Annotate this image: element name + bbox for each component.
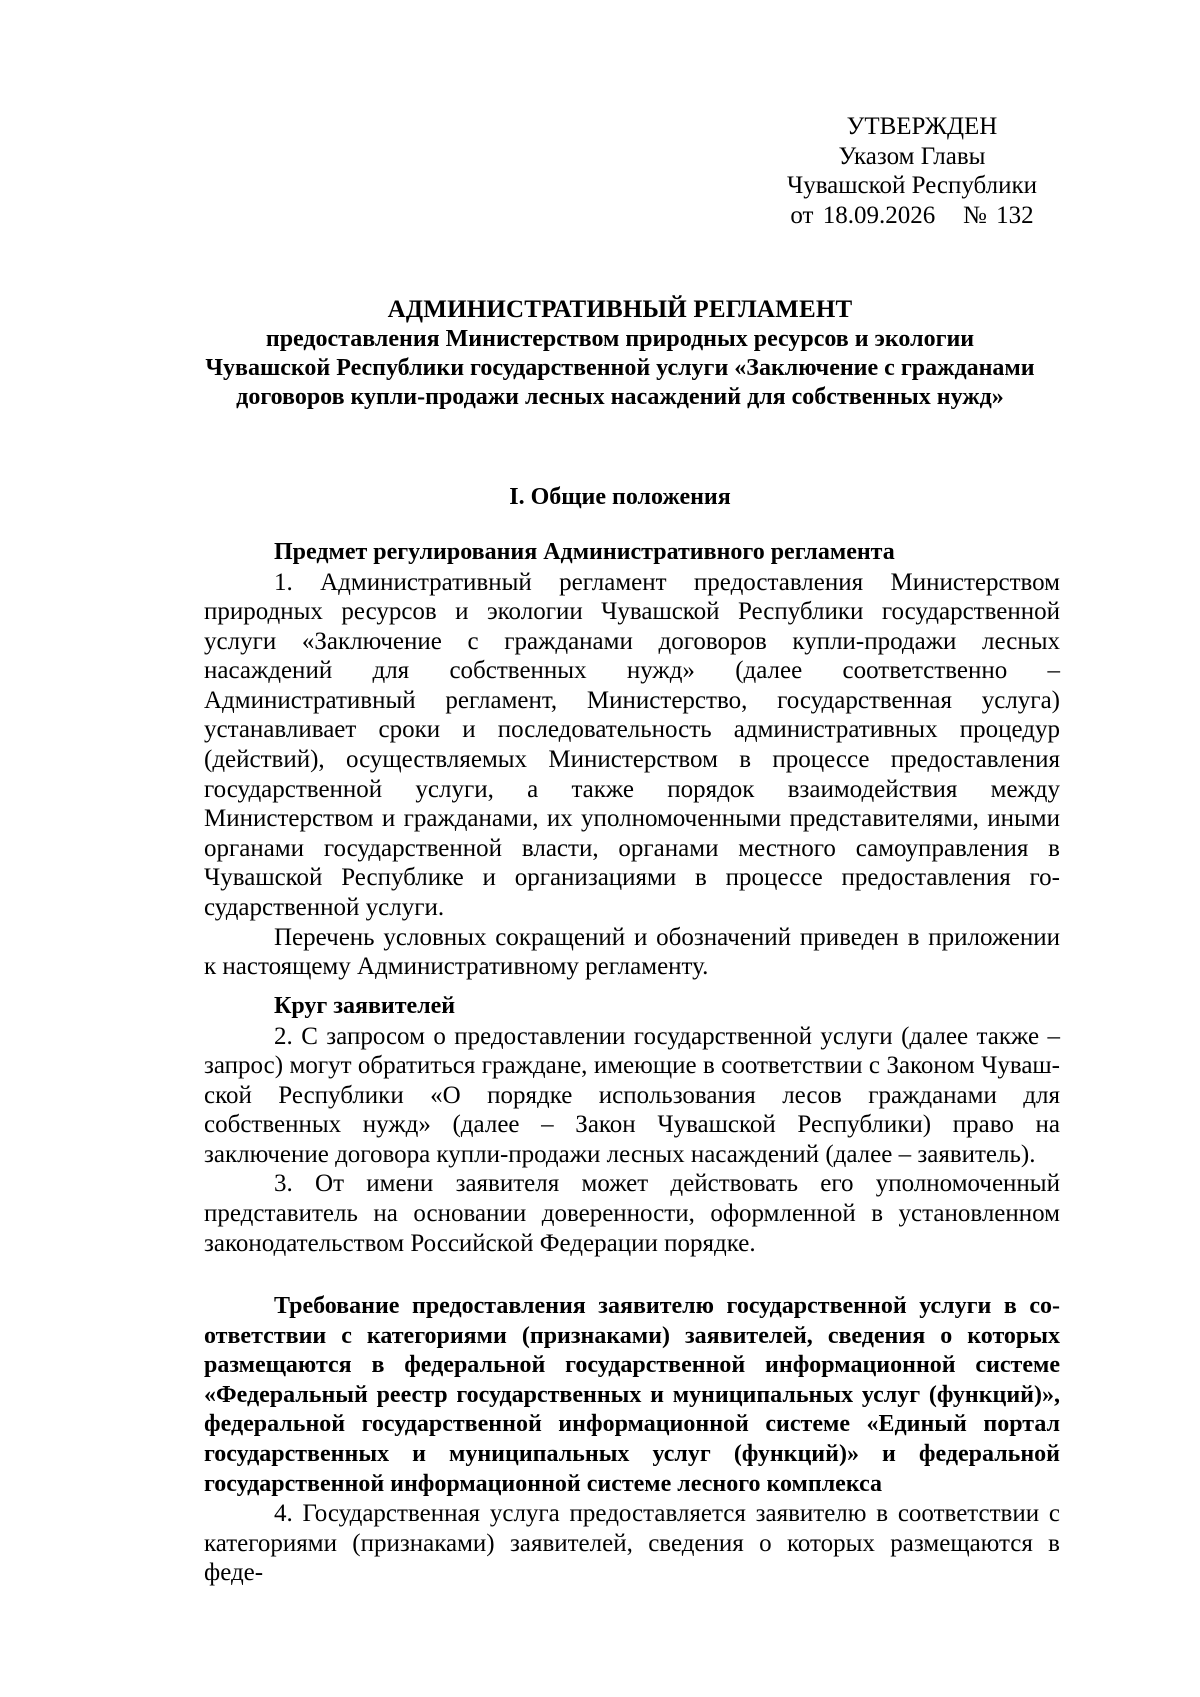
- approval-line-date: от 18.09.2026 № 132: [790, 201, 1034, 229]
- approval-title: УТВЕРЖДЕН: [846, 113, 998, 140]
- approval-line-republic: Чувашской Республики: [786, 172, 1038, 199]
- paragraph-4: 4. Государственная услуга предоставляется заявителю в соответствии с категориями (признаками) заявителей, сведения о которых размещаются в феде-: [204, 1500, 1060, 1587]
- document-title-block: [180, 295, 1060, 412]
- applicants-section: [204, 992, 1060, 1258]
- document-subtitle-line: предоставления Министерством природных ресурсов и экологии: [265, 326, 975, 352]
- paragraph-abbreviations: Перечень условных сокращений и обозначений приведен в приложении к настоящему Административному регламенту.: [204, 923, 1060, 981]
- approval-line-decree: Указом Главы: [838, 142, 986, 170]
- applicants-heading: Круг заявителей: [274, 993, 456, 1019]
- document-title: АДМИНИСТРАТИВНЫЙ РЕГЛАМЕНТ: [387, 296, 853, 323]
- requirement-heading: Требование предоставления заявителю государственной услуги в соответствии с категориями (признаками) заявителей, сведения о которых размещаются в федеральной государственной информационной системе «Федеральный реестр государственных и муниципальных услуг (функций)», федеральной государственной информационной системе «Единый портал государственных и муниципальных услуг (функций)» и федеральной государственной информационной системе лесного комплекса: [204, 1293, 1060, 1497]
- document-subtitle-line: Чувашской Республики государственной услуги «Заключение с гражданами: [205, 355, 1035, 381]
- paragraph-1: 1. Административный регламент предоставления Министерством природных ресурсов и экологии Чувашской Республики государственной услуги «Заключение с гражданами договоров купли-продажи лесных насаждений для собственных нужд» (далее соответственно – Административный регламент, Министерство, государственная услуга) устанавливает сроки и последовательность административных процедур (действий), осуществляемых Министерством в процессе предоставления государственной услуги, а также порядок взаимодействия между Министерством и гражданами, их уполномоченными представителями, иными органами государственной власти, органами местного самоуправления в Чувашской Республике и организациями в процессе предоставления государственной услуги.: [204, 568, 1060, 922]
- approval-stamp-block: [740, 112, 1084, 230]
- subject-heading: Предмет регулирования Административного регламента: [274, 539, 895, 565]
- paragraph-2: 2. С запросом о предоставлении государственной услуги (далее также – запрос) могут обратиться граждане, имеющие в соответствии с Законом Чувашской Республики «О порядке использования лесов гражданами для собственных нужд» (далее – Закон Чувашской Республики) право на заключение договора купли-продажи лесных насаждений (далее – заявитель).: [204, 1022, 1060, 1168]
- paragraph-3: 3. От имени заявителя может действовать его уполномоченный представитель на основании доверенности, оформленной в установленном законодательством Российской Федерации порядке.: [204, 1170, 1060, 1257]
- section-heading: I. Общие положения: [509, 484, 731, 510]
- subject-section: [204, 538, 1060, 982]
- document-subtitle-line: договоров купли-продажи лесных насаждений для собственных нужд»: [236, 384, 1004, 410]
- requirement-section: [204, 1292, 1060, 1588]
